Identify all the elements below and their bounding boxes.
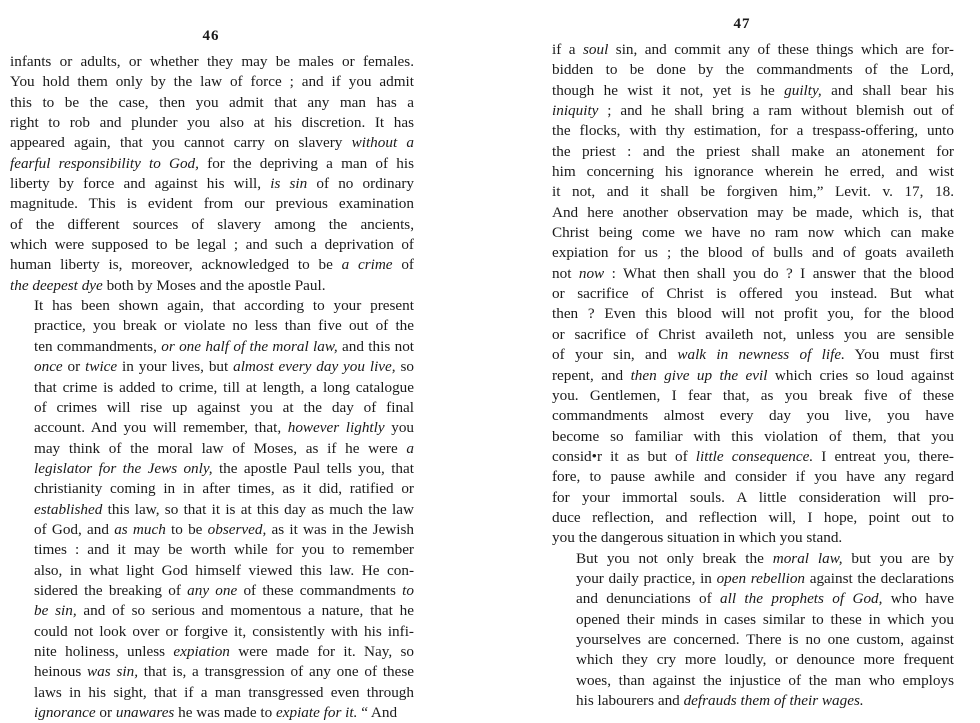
text-run: laws in his sight, that if a man transgressed even through — [34, 683, 414, 701]
text-run: could not look over or forgive it, consistently with his infi- — [34, 622, 414, 640]
text-line — [552, 325, 954, 345]
text-run: of crimes will rise up against you at the day of final — [34, 398, 414, 416]
text-run: not — [552, 264, 579, 282]
text-run: repent, and — [552, 366, 631, 384]
italic-text: open rebellion — [716, 569, 806, 587]
text-line — [552, 610, 954, 630]
text-run: you — [384, 419, 415, 437]
text-run: then ? Even this blood will not profit you, for the blood — [552, 305, 954, 323]
text-line — [552, 366, 954, 386]
text-run: You hold them only by the law of force ; and if you admit — [10, 73, 414, 91]
text-run: And here another observation may be made, which is, that — [552, 203, 954, 221]
text-line — [552, 447, 954, 467]
text-line — [552, 691, 954, 711]
text-line — [10, 683, 414, 703]
italic-text: little consequence. — [695, 447, 814, 465]
text-run: duce reflection, and reflection will, I hope, point out to — [552, 508, 954, 526]
text-line — [10, 52, 414, 72]
italic-text: moral law, — [772, 549, 843, 567]
italic-text: twice — [85, 358, 118, 376]
text-line — [10, 581, 414, 601]
paragraph — [552, 40, 954, 549]
text-run: ten commandments, — [34, 337, 162, 355]
text-line — [10, 174, 414, 194]
text-run: ; and he shall bring a ram without blemish out of — [598, 102, 954, 120]
text-line — [10, 459, 414, 479]
text-run: and denunciations of — [576, 590, 721, 608]
text-run: may think of the moral law of Moses, as if he were — [34, 439, 407, 457]
text-line — [552, 528, 954, 548]
text-line — [552, 488, 954, 508]
text-line — [10, 72, 414, 92]
text-run: his labourers and — [576, 692, 684, 709]
text-run: your daily practice, in — [576, 569, 717, 587]
text-line — [10, 439, 414, 459]
text-run: and this not — [337, 337, 415, 355]
text-run: opened their minds in cases similar to these in which you — [576, 610, 954, 628]
text-line — [552, 101, 954, 121]
text-line — [552, 386, 954, 406]
italic-text: be sin, — [34, 602, 77, 620]
italic-text: however lightly — [287, 419, 385, 437]
page-text — [10, 52, 414, 723]
text-run: bidden to be done by the commandments of the Lord, — [552, 61, 954, 79]
italic-text: to — [402, 581, 414, 599]
text-run: infants or adults, or whether they may be males or females. — [10, 53, 414, 70]
text-run: you. Gentlemen, I fear that, as you break five of these — [552, 386, 954, 404]
text-line — [552, 650, 954, 670]
text-run: of these commandments — [237, 581, 403, 599]
text-run: and shall bear his — [821, 81, 954, 99]
text-run: which they cry more loudly, or denounce more frequent — [576, 651, 954, 669]
text-line — [10, 194, 414, 214]
text-line — [10, 601, 414, 621]
page-text — [552, 40, 954, 711]
text-line — [10, 276, 414, 296]
text-run: of the different sources of slavery among the ancients, — [10, 215, 414, 233]
text-run: heinous — [34, 663, 88, 681]
text-run: for your immortal souls. A little consideration will pro- — [552, 488, 954, 506]
text-run: practice, you break or violate no less than five out of the — [34, 317, 414, 335]
text-run: become so familiar with this violation of them, that you — [552, 427, 954, 445]
text-run: that crime is added to crime, till at length, a long catalogue — [34, 378, 414, 396]
text-line — [10, 479, 414, 499]
text-run: in your lives, but — [117, 358, 234, 376]
text-run: the priest : and the priest shall make an atonement for — [552, 142, 954, 160]
text-run: : What then shall you do ? I answer that the blood — [604, 264, 954, 282]
text-run: or sacrifice of Christ availeth not, unless you are sensible — [552, 325, 954, 343]
text-line — [10, 296, 414, 316]
text-line — [10, 703, 414, 723]
italic-text: walk in newness of life. — [677, 346, 845, 364]
text-line — [10, 133, 414, 153]
italic-text: fearful responsibility to God, — [10, 154, 199, 172]
italic-text: observed, — [207, 520, 267, 538]
italic-text: without a — [351, 134, 415, 152]
text-line — [552, 60, 954, 80]
right-page — [540, 0, 960, 709]
text-line — [552, 243, 954, 263]
text-line — [10, 418, 414, 438]
text-run: this to be the case, then you admit that any man has a — [10, 93, 414, 111]
text-line — [552, 671, 954, 691]
text-line — [10, 235, 414, 255]
text-run: though he wist it not, yet is he — [552, 81, 785, 99]
page-number: 47 — [733, 16, 751, 32]
text-run: of God, and — [34, 520, 115, 538]
italic-text: or one half of the moral law, — [161, 337, 338, 355]
italic-text: now — [578, 264, 605, 282]
text-run: which cries so loud against — [767, 366, 955, 384]
left-page — [0, 0, 470, 721]
text-run: also, in what light God himself viewed this law. He con- — [34, 561, 414, 579]
text-run: sidered the breaking of — [34, 581, 188, 599]
italic-text: as much — [114, 520, 166, 538]
italic-text: expiate for it. — [276, 704, 358, 721]
text-run: him concerning his ignorance wherein he erred, and wist — [552, 163, 954, 181]
text-run: or sacrifice of Christ is offered you instead. But what — [552, 285, 954, 303]
italic-text: the deepest dye — [10, 276, 103, 294]
text-run: right to rob and plunder you also at his discretion. It has — [10, 114, 414, 132]
text-run: it not, and it shall be forgiven him,” Levit. v. 17, 18. — [552, 183, 954, 201]
italic-text: then give up the evil — [630, 366, 768, 384]
italic-text: ignorance — [34, 704, 96, 721]
text-line — [10, 398, 414, 418]
italic-text: almost every day you live, — [233, 358, 396, 376]
text-line — [10, 378, 414, 398]
text-run: so — [395, 358, 414, 376]
text-run: fore, to pause awhile and consider if you have any regard — [552, 468, 954, 486]
text-line — [10, 540, 414, 560]
italic-text: all the prophets of God, — [720, 590, 883, 608]
text-run: against the declarations — [805, 569, 954, 587]
text-run: as it was in the Jewish — [266, 520, 414, 538]
text-line — [552, 467, 954, 487]
italic-text: once — [34, 358, 63, 376]
text-line — [552, 182, 954, 202]
italic-text: is sin — [270, 175, 308, 193]
text-line — [552, 264, 954, 284]
text-run: he was made to — [174, 704, 276, 721]
text-line — [10, 642, 414, 662]
text-run: appeared again, that you cannot carry on slavery — [10, 134, 352, 152]
text-run: of your sin, and — [552, 346, 678, 364]
text-line — [552, 223, 954, 243]
italic-text: expiation — [173, 642, 230, 660]
text-run: commandments almost every day you live, you have — [552, 407, 954, 425]
text-run: of no ordinary — [307, 175, 414, 193]
text-line — [552, 121, 954, 141]
text-line — [552, 304, 954, 324]
text-run: But you not only break the — [576, 549, 773, 567]
italic-text: was sin, — [87, 663, 138, 681]
text-run: which were supposed to be legal ; and such a deprivation of — [10, 236, 414, 254]
text-run: for the depriving a man of his — [198, 154, 414, 172]
italic-text: legislator for the Jews only, — [34, 459, 213, 477]
text-line — [10, 316, 414, 336]
text-run: of — [392, 256, 414, 274]
text-run: the flocks, with thy estimation, for a trespass-offering, unto — [552, 122, 954, 140]
text-line — [552, 427, 954, 447]
paragraph — [10, 296, 414, 723]
text-run: yourselves are concerned. There is no one custom, against — [576, 630, 954, 648]
text-run: human liberty is, moreover, acknowledged to be — [10, 256, 342, 274]
text-line — [552, 589, 954, 609]
italic-text: established — [34, 500, 103, 518]
text-run: times : and it may be worth while for you to remember — [34, 541, 414, 559]
text-run: woes, than against the injustice of the man who employs — [576, 671, 954, 689]
text-run: It has been shown again, that according to your present — [34, 297, 414, 315]
text-run: account. And you will remember, that, — [34, 419, 288, 437]
text-line — [10, 520, 414, 540]
text-run: I entreat you, there- — [813, 447, 954, 465]
text-run: if a — [552, 41, 583, 58]
text-line — [10, 561, 414, 581]
italic-text: soul — [582, 41, 609, 58]
italic-text: defrauds them of their wages. — [683, 692, 864, 709]
italic-text: unawares — [115, 704, 175, 721]
text-line — [552, 406, 954, 426]
text-run: liberty by force and against his will, — [10, 175, 271, 193]
text-line — [10, 622, 414, 642]
text-line — [552, 508, 954, 528]
text-line — [552, 203, 954, 223]
text-line — [552, 549, 954, 569]
text-run: “ And — [357, 704, 398, 721]
text-run: consid•r it as but of — [552, 447, 696, 465]
text-line — [10, 255, 414, 275]
text-run: and of so serious and momentous a nature, that he — [76, 602, 414, 620]
text-line — [552, 162, 954, 182]
text-line — [10, 113, 414, 133]
text-line — [552, 569, 954, 589]
text-line — [10, 215, 414, 235]
text-run: sin, and commit any of these things which are for- — [608, 41, 954, 58]
text-run: nite holiness, unless — [34, 642, 174, 660]
text-run: who have — [882, 590, 954, 608]
text-run: or — [95, 704, 116, 721]
text-run: expiation for us ; the blood of bulls and of goats availeth — [552, 244, 954, 262]
text-run: or — [62, 358, 86, 376]
italic-text: a — [406, 439, 414, 457]
text-run: Christ being come we have no ram now which can make — [552, 224, 954, 242]
italic-text: a crime — [341, 256, 393, 274]
text-line — [552, 284, 954, 304]
text-line — [10, 337, 414, 357]
text-line — [10, 662, 414, 682]
text-run: You must first — [844, 346, 954, 364]
text-line — [552, 40, 954, 60]
text-line — [552, 142, 954, 162]
text-run: to be — [165, 520, 208, 538]
italic-text: iniquity — [552, 102, 599, 120]
text-run: that is, a transgression of any one of these — [138, 663, 415, 681]
paragraph — [10, 52, 414, 296]
italic-text: any one — [187, 581, 238, 599]
text-line — [10, 500, 414, 520]
paragraph — [552, 549, 954, 712]
text-run: magnitude. This is evident from our previous examination — [10, 195, 414, 213]
text-run: christianity coming in in after times, as it did, ratified or — [34, 480, 414, 498]
text-run: both by Moses and the apostle Paul. — [102, 276, 326, 294]
text-line — [552, 630, 954, 650]
text-run: but you are by — [842, 549, 954, 567]
page-number: 46 — [202, 28, 220, 44]
text-line — [10, 357, 414, 377]
text-run: the apostle Paul tells you, that — [212, 459, 414, 477]
text-line — [552, 345, 954, 365]
text-line — [10, 154, 414, 174]
text-run: were made for it. Nay, so — [229, 642, 414, 660]
italic-text: guilty, — [784, 81, 822, 99]
text-run: you the dangerous situation in which you stand. — [552, 529, 843, 547]
text-line — [552, 81, 954, 101]
text-line — [10, 93, 414, 113]
text-run: this law, so that it is at this day as much the law — [102, 500, 414, 518]
